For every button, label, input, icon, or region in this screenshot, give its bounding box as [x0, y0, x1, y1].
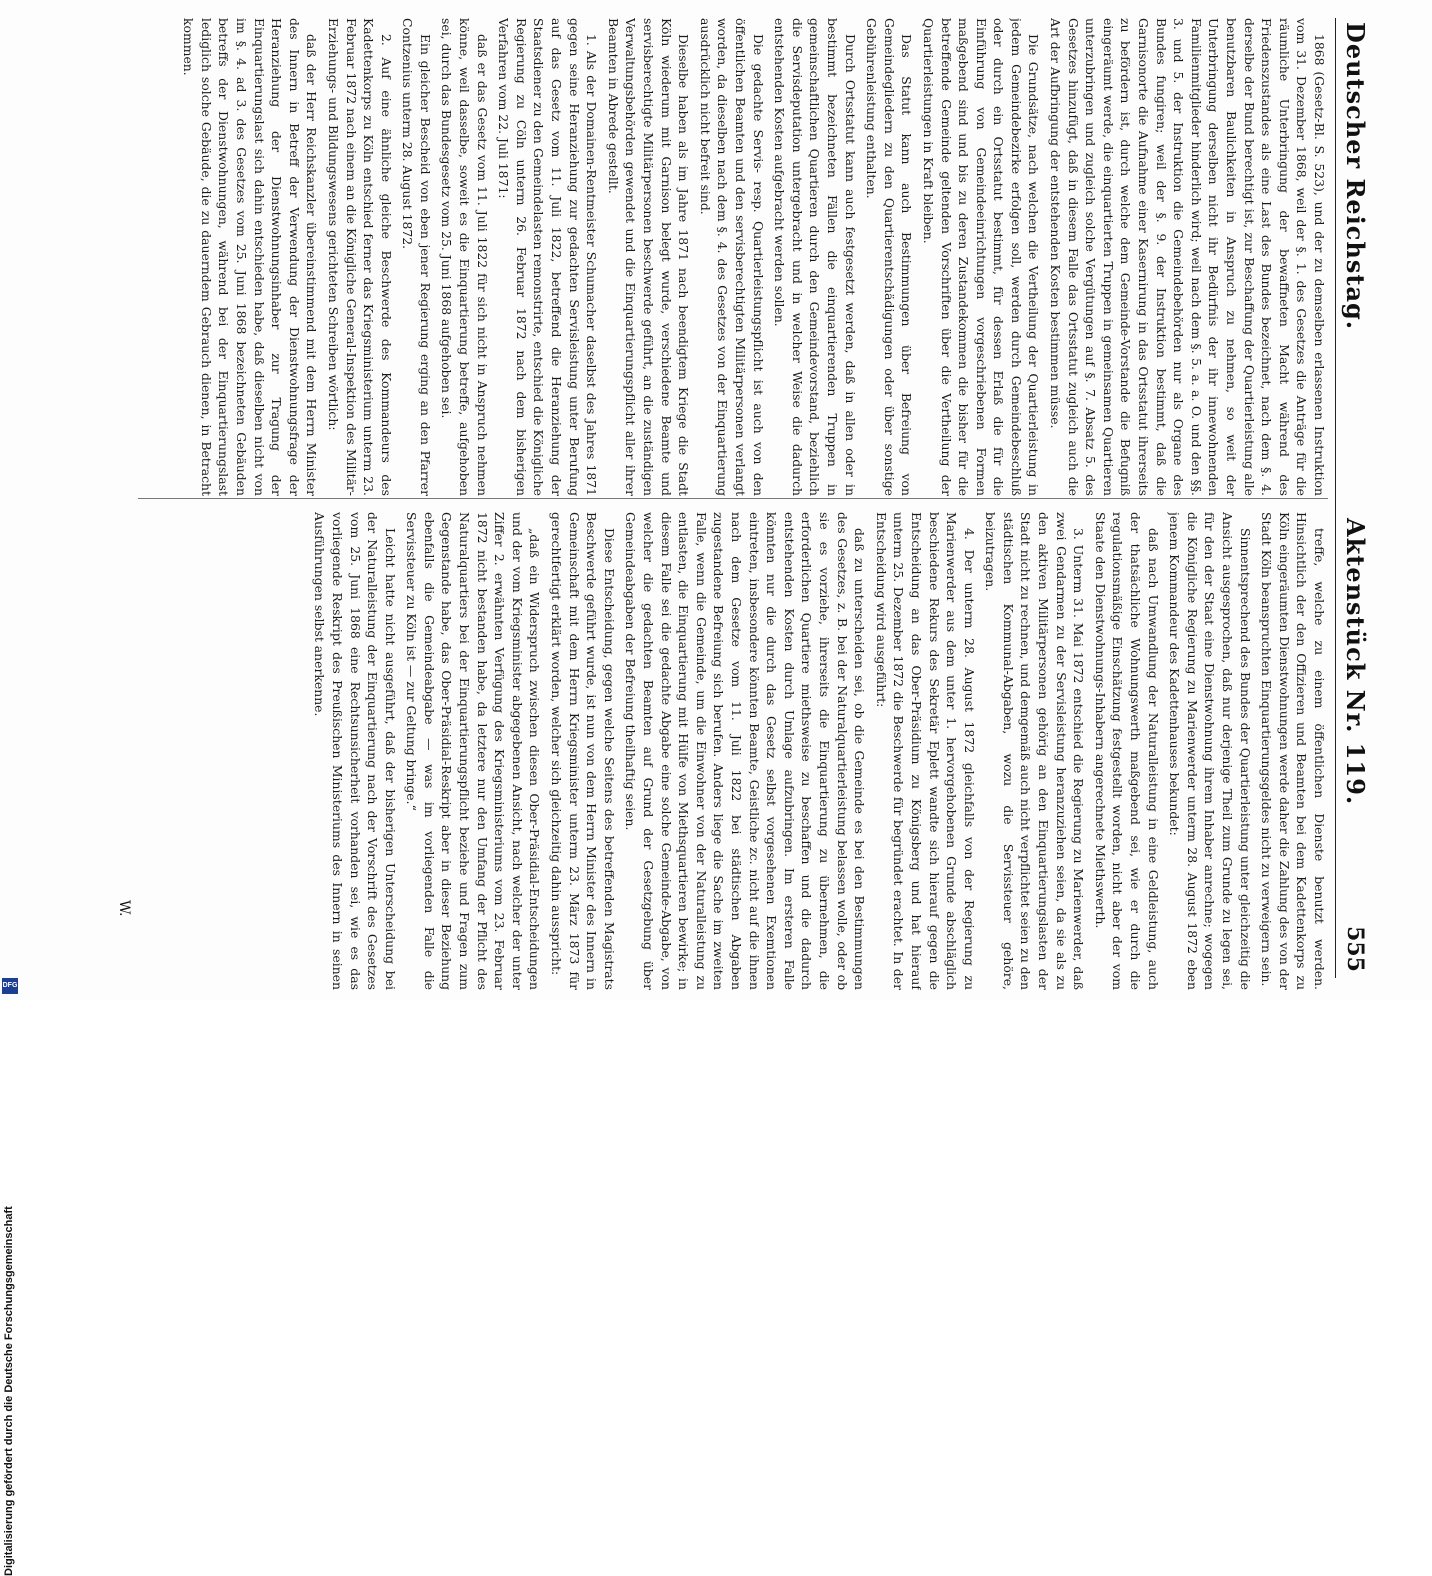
paragraph: Leicht hatte nicht ausgeführt, daß der bisherigen Unterscheidung bei der Naturalleistung der Einquartierung nach der Vorschrift des Gesetzes vom 25. Juni 1868 eine Rechtsunsicherheit vorhanden sei, wie es das vorliegende Reskript des Preußischen Ministeriums des Innern in seinen Ausführungen selbst anerkenne. — [312, 512, 398, 990]
right-text-column — [138, 512, 1328, 990]
dfg-logo-icon: DFG — [2, 978, 18, 994]
paragraph: Das Statut kann auch Bestimmungen über Befreiung von Gemeindegliedern zu den Quartierentschädigungen oder über sonstige Gebührenleistung enthalten. — [864, 18, 915, 496]
paragraph: Die Grundsätze, nach welchen die Vertheilung der Quartierleistung in jedem Gemeindebezirke erfolgen soll, werden durch Gemeindebeschluß oder durch ein Ortsstatut bestimmt, für dessen Erlaß die für die Einführung von Gemeindeeinrichtungen vorgeschriebenen Formen maßgebend sind und bis zu deren Zustandekommen die bisher für die betreffende Gemeinde geltenden Vorschriften über die Vertheilung der Quartierleistungen in Kraft bleiben. — [920, 18, 1042, 496]
paragraph: daß nach Umwandlung der Naturalleistung in eine Geldleistung, auch der thatsächliche Wohnungswerth maßgebend sei, wie er durch die regulationsmäßige Einschätzung festgestellt worden, nicht aber der vom Staate den Dienstwohnungs-Inhabern angerechnete Miethswerth. — [1092, 512, 1161, 990]
paragraph: Diese Entscheidung, gegen welche Seitens des betreffenden Magistrats Beschwerde geführt wurde, ist nun von dem Herrn Minister des Innern in Gemeinschaft mit dem Herrn Kriegsminister unterm 23. März 1873 für gerechtfertigt erklärt worden, welcher sich gleichzeitig dahin ausspricht: — [549, 512, 617, 990]
paragraph: „daß ein Widerspruch zwischen diesen Ober-Präsidial-Entscheidungen und der vom Kriegsminister abgegebenen Ansicht, nach welcher der unter Ziffer 2. erwähnten Verfügung des Kriegsministeriums vom 23. Februar 1872 nicht bestanden habe, da letztere nur den Umfang der Pflicht des Naturalquartiers bei der Einquartierungspflicht beziehe und Fragen zum Gegenstande habe, das Ober-Präsidial-Reskript aber in dieser Beziehung ebenfalls die Gemeindeabgabe — was im vorliegenden Falle die Servissteuer zu Köln ist — zur Geltung bringe.“ — [404, 512, 543, 990]
paragraph: 4. Der unterm 28. August 1872 gleichfalls von der Regierung zu Marienwerder aus dem unter 1. hervorgehobenen Grunde abschläglich beschiedene Rekurs des Sekretär Eplett wandte sich hierauf gegen die Entscheidung an das Ober-Präsidium zu Königsberg und hat hierauf unterm 25. Dezember 1872 die Beschwerde für begründet erachtet. In der Entscheidung wird ausgeführt: — [873, 512, 977, 990]
paragraph: daß er das Gesetz vom 11. Juli 1822 für sich nicht in Anspruch nehmen könne, weil dasselbe, soweit es die Einquartierung betreffe, aufgehoben sei, durch das Bundesgesetz vom 25. Juni 1868 aufgehoben sei. — [439, 18, 490, 496]
page-number: 555 — [1342, 926, 1368, 972]
paragraph: Die gedachte Servis- resp. Quartierleistungspflicht ist auch von den öffentlichen Beamten und den servisberechtigten Militärpersonen verlangt worden, da dieselben nach dem §. 4. des Gesetzes von der Einquartierung ausdrücklich nicht befreit sind. — [697, 18, 766, 496]
digitization-credit-strip — [0, 600, 22, 1576]
paragraph: 1. Als der Domainen-Rentmeister Schumacher daselbst des Jahres 1871 gegen seine Heranziehung zur gedachten Servisleistung unter Berufung auf das Gesetz vom 11. Juli 1822, betreffend die Heranziehung der Staatsdiener zu den Gemeindelasten remonstrirte, entschied die Königliche Regierung zu Cöln unterm 26. Februar 1872 nach dem bisherigen Verfahren vom 22. Juli 1871: — [496, 18, 600, 496]
paragraph: 2. Auf eine ähnliche gleiche Beschwerde des Kommandeurs des Kadettenkorps zu Köln entschied ferner das Kriegsministerium unterm 23. Februar 1872 nach einem an die Königliche General-Inspektion des Militär-Erziehungs- und Bildungswesens gerichteten Schreiben wörtlich: — [325, 18, 394, 496]
publication-title: Deutscher Reichstag. — [1341, 22, 1370, 331]
paragraph: Sinnentsprechend des Bundes der Quartierleistung unter gleichzeitig die Ansicht ausgesprochen, daß nur derjenige Theil zum Grunde zu legen sei, für den der Staat eine Dienstwohnung ihrem Inhaber anrechne; wogegen die Königliche Regierung zu Marienwerder unterm 28. August 1872 eben jenem Kommandeur des Kadettenhauses bekundet: — [1167, 512, 1253, 990]
column-divider — [138, 498, 1328, 499]
paragraph: 3. Unterm 31. Mai 1872 entschied die Regierung zu Marienwerder, daß zwei Gendarmen zu der Servisleistung heranzuziehen seien, da sie als zu den aktiven Militärpersonen gehörig an den Einquartierungslasten der Stadt nicht zu rechnen, und demgemäß auch nicht verpflichtet seien zu den städtischen Kommunal-Abgaben, wozu die Servissteuer gehöre, beizutragen. — [983, 512, 1087, 990]
paragraph: treffe, welche zu einem öffentlichen Dienste benutzt werden. Hinsichtlich der den Offizieren und Beamten bei dem Kadettenkorps zu Köln eingeräumten Dienstwohnungen werde daher die Zahlung des von der Stadt Köln beanspruchten Einquartierungsgeldes nicht zu verweigern sein. — [1259, 512, 1327, 990]
paragraph: Dieselbe haben als im Jahre 1871 nach beendigtem Kriege die Stadt Köln wiederum mit Garnison belegt wurde, verschiedene Beamte und servisberechtigte Militärpersonen beschwerde geführt, an die zuständigen Verwaltungsbehörden gewendet und die Einquartierungspflicht aller ihrer Beamten in Abrede gestellt. — [605, 18, 692, 496]
paragraph: daß der Herr Reichskanzler übereinstimmend mit dem Herrn Minister des Innern in Betreff der Verwendung der Dienstwohnungsfrage der Heranziehung der Dienstwohnungsinhaber zur Tragung der Einquartierungslast sich dahin entschieden habe, daß dieselben nicht von im §. 4. ad 3. des Gesetzes vom 25. Juni 1868 bezeichneten Gebäuden betreffs der Dienstwohnungen, während bei der Einquartierungslast lediglich solche Gebäude, die zu dauerndem Gebrauch dienen, in Betracht kommen. — [181, 18, 320, 496]
digitization-credit-text: Digitalisierung gefördert durch die Deutsche Forschungsgemeinschaft — [3, 1206, 15, 1576]
paragraph: daß zu unterscheiden sei, ob die Gemeinde es bei den Bestimmungen des Gesetzes, z. B. bei der Naturalquartierleistung belassen wolle, oder ob sie es vorziehe, ihrerseits die Einquartierung zu übernehmen, die erforderlichen Quartiere miethsweise zu beschaffen und die dadurch entstehenden Kosten durch Umlage aufzubringen. Im ersteren Falle könnten nur die durch das Gesetz selbst vorgesehenen Exemtionen eintreten, insbesondere könnten Beamte, Geistliche zc. nicht auf die ihnen nach dem Gesetze vom 11. Juli 1822 bei städtischen Abgaben zugestandene Befreiung sich berufen. Anders liege die Sache im zweiten Falle, wenn die Gemeinde, um die Einwohner von der Naturalleistung zu entlasten, die Einquartierung mit Hülfe von Miethsquartieren bewirke; in diesem Falle sei die gedachte Abgabe eine solche Gemeinde-Abgabe, von welcher die gedachten Beamten auf Grund der Gesetzgebung über Gemeindeabgaben der Befreiung theilhaftig seien. — [623, 512, 868, 990]
left-text-column — [138, 18, 1328, 496]
page-signature: W. — [116, 900, 132, 917]
paragraph: Ein gleicher Bescheid von eben jener Regierung erging an den Pfarrer Contzenius unterm 28. August 1872. — [400, 18, 433, 496]
page-header — [1335, 18, 1376, 978]
paragraph: Durch Ortsstatut kann auch festgesetzt werden, daß in allen oder in bestimmt bezeichneten Fällen die einquartierenden Truppen in gemeinschaftlichen Quartieren durch den Gemeindevorstand, beziehlich die Servisdeputation untergebracht und in welcher Weise die dadurch entstehenden Kosten aufgebracht werden sollen. — [772, 18, 858, 496]
paragraph: 1868 (Gesetz-Bl. S. 523), und der zu demselben erlassenen Instruktion vom 31. Dezember 1868, weil der §. 1. des Gesetzes die Anträge für die räumliche Unterbringung der bewaffneten Macht während des Friedenszustandes als eine Last des Bundes bezeichnet, nach dem §. 4. derselbe der Bund berechtigt ist, zur Beschaffung der Quartierleistung alle benutzbaren Baulichkeiten in Anspruch zu nehmen, so weit der Unterbringung derselben nicht ihr Bedürfnis der ihr innewohnenden Familienmitglieder hinderlich wird; weil nach dem §. 5. a. a. O. und den §§. 3. und 5. der Instruktion die Gemeindebehörden nur als Organe des Bundes fungiren; weil der §. 9. der Instruktion bestimmt, daß die Garnisonorte die Aufnahme einer Kasernirung in das Ortsstatut ihrerseits zu befördern ist, durch welche dem Gemeinde-Vorstande die Befugniß eingeräumt werde, die einquartierten Truppen in gemeinsamen Quartieren unterzubringen und zugleich solche Vergütungen auf §. 7. Absatz 5. des Gesetzes hinzufügt, daß in diesem Falle das Ortsstatut zugleich auch die Art der Aufbringung der entstehenden Kosten bestimmen müsse. — [1048, 18, 1327, 496]
document-label: Aktenstück Nr. 119. — [1341, 518, 1370, 806]
